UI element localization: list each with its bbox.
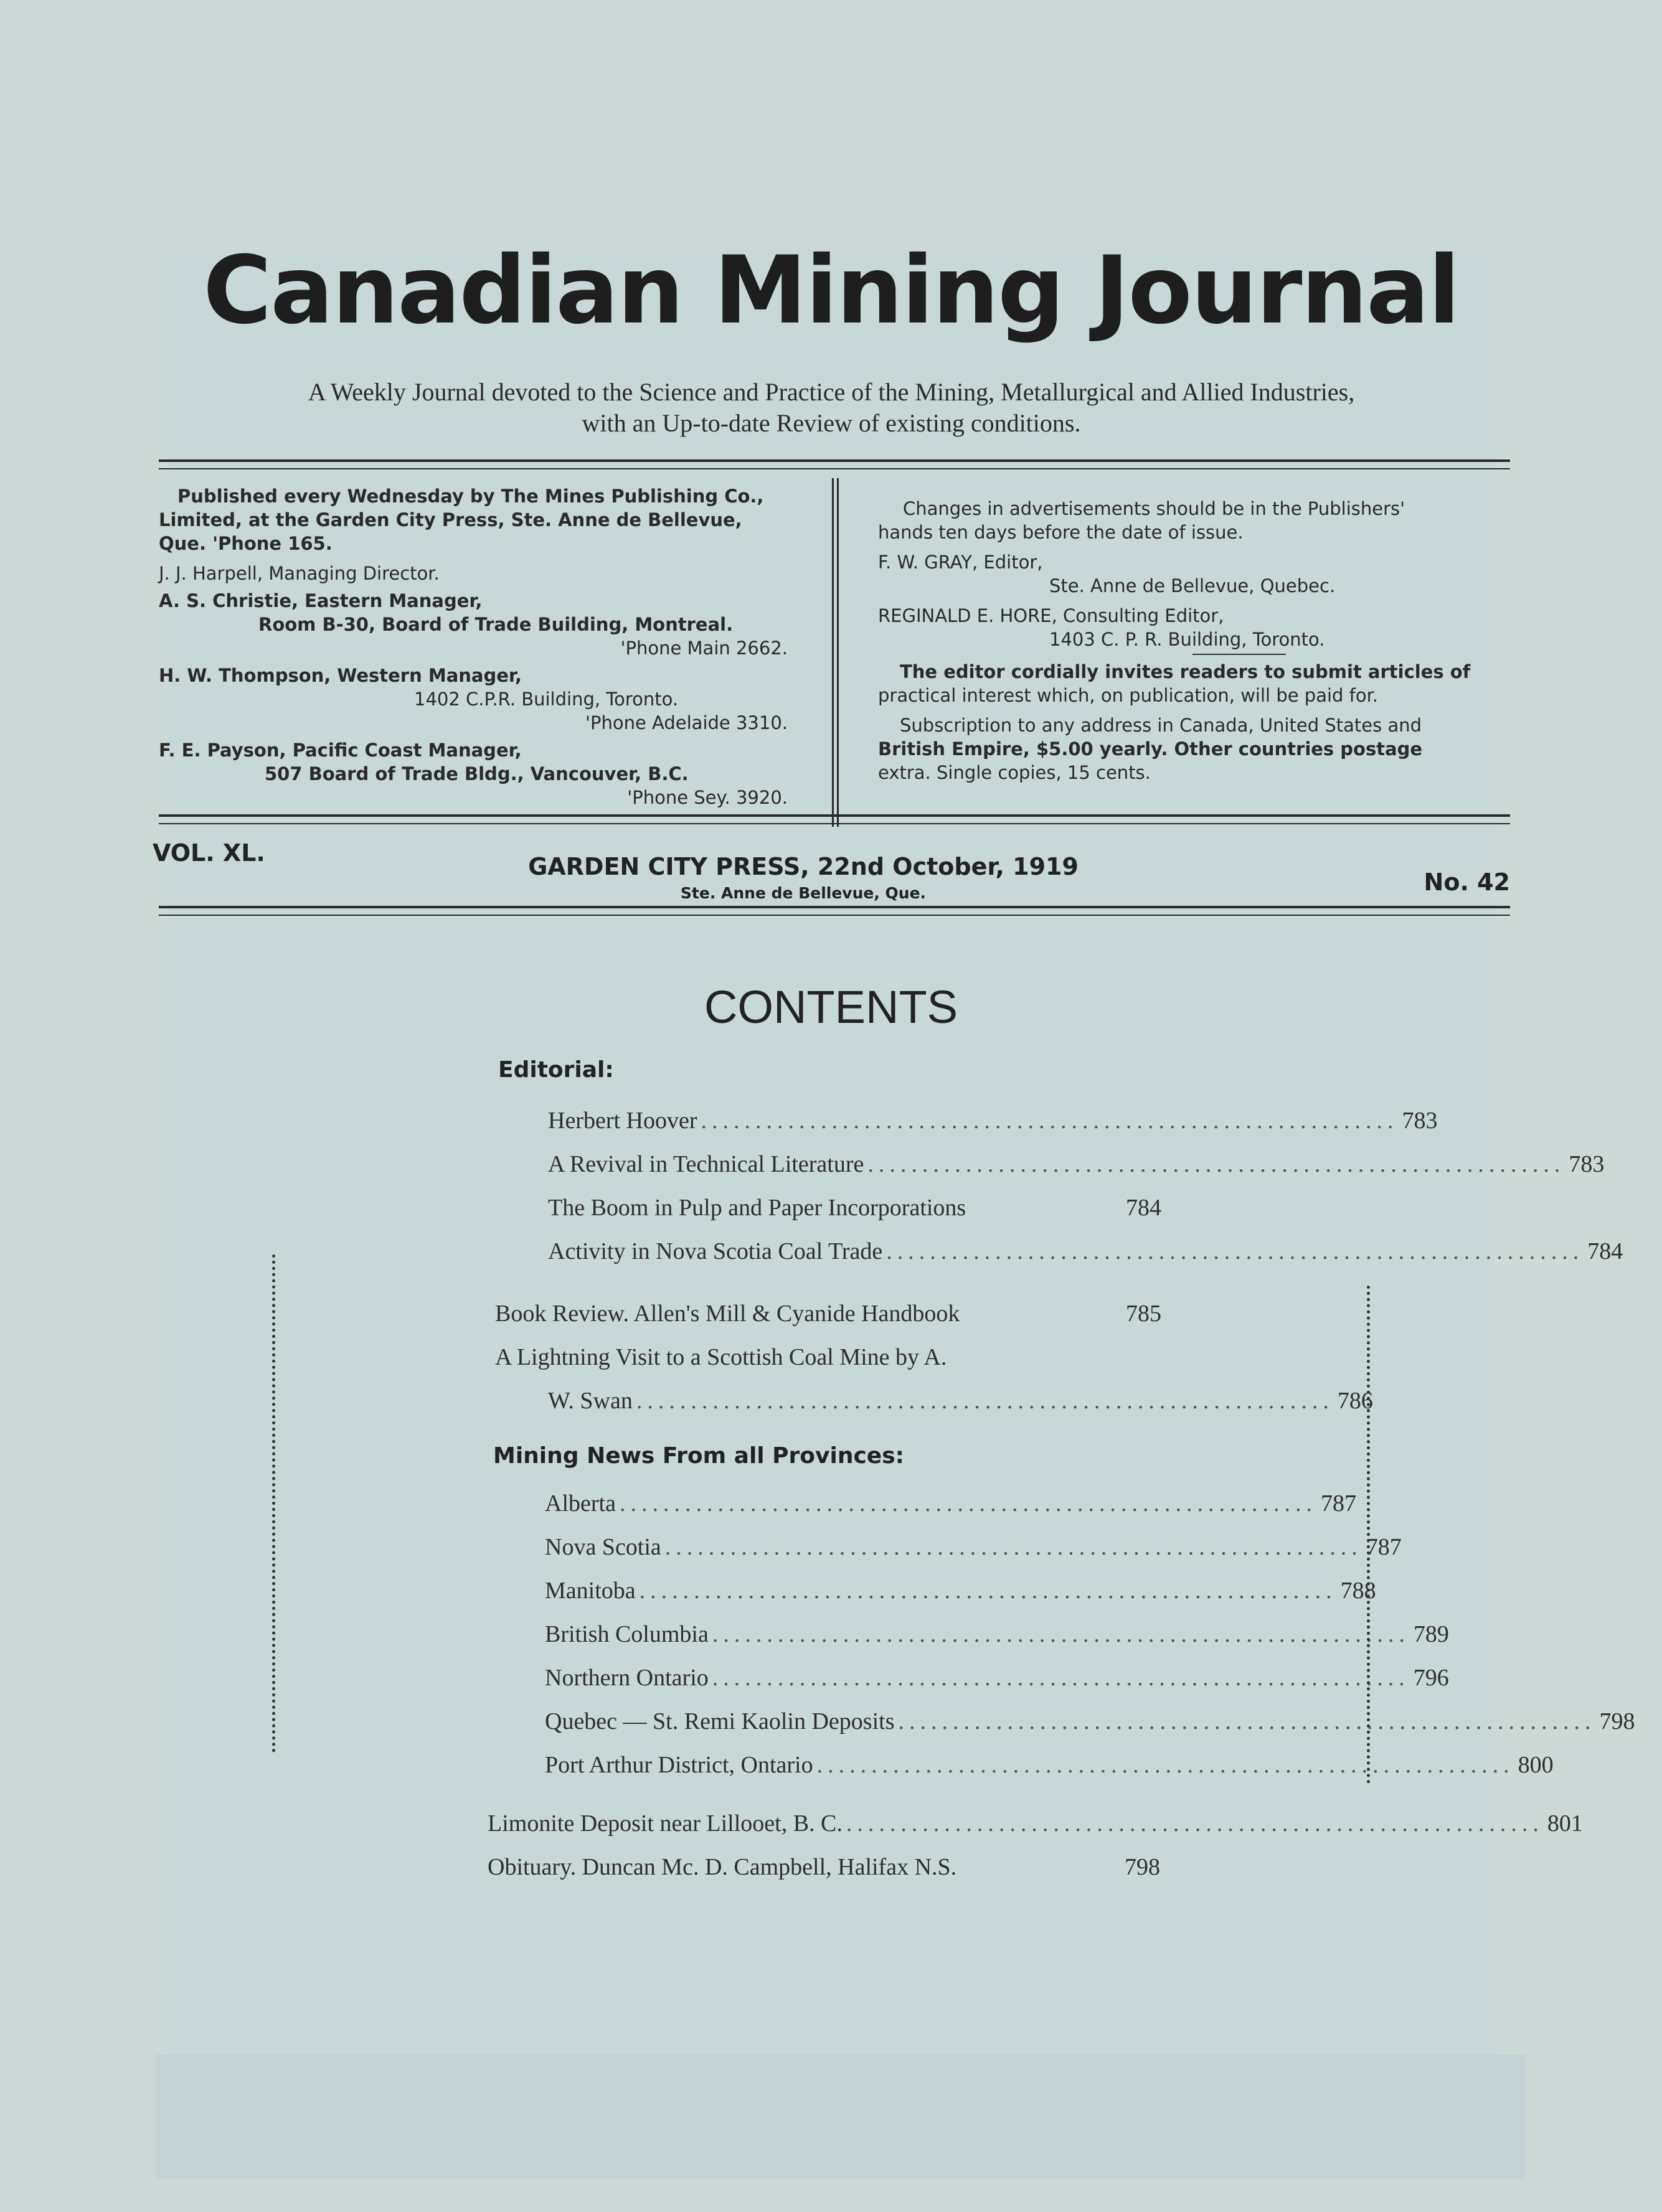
toc-leader: ................................................................ bbox=[867, 1151, 1565, 1177]
mid-rule-thin bbox=[159, 823, 1510, 824]
toc-page: 784 bbox=[1587, 1238, 1623, 1264]
toc-title: Activity in Nova Scotia Coal Trade bbox=[548, 1238, 883, 1264]
toc-entry[interactable] bbox=[545, 1664, 1449, 1694]
top-rule-thin bbox=[159, 468, 1510, 469]
toc-title: Northern Ontario bbox=[545, 1665, 709, 1691]
mid-rule bbox=[159, 814, 1510, 817]
toc-title: Manitoba bbox=[545, 1578, 636, 1604]
tagline-line-1: A Weekly Journal devoted to the Science and Practice of the Mining, Metallurgical and Allied Industries, bbox=[308, 378, 1355, 406]
subscription-3: extra. Single copies, 15 cents. bbox=[878, 762, 1151, 783]
toc-title: Book Review. Allen's Mill & Cyanide Handbook bbox=[495, 1301, 960, 1327]
toc-entry[interactable] bbox=[545, 1490, 1356, 1520]
toc-leader: ................................................................ bbox=[664, 1534, 1362, 1560]
toc-page: 796 bbox=[1413, 1665, 1449, 1691]
toc-entry[interactable] bbox=[548, 1387, 1373, 1417]
eastern-address: Room B-30, Board of Trade Building, Montreal. bbox=[258, 614, 734, 635]
pub-line: Published every Wednesday by The Mines Publishing Co., bbox=[177, 486, 764, 507]
show-through-band bbox=[156, 2054, 1526, 2179]
toc-page: 786 bbox=[1337, 1388, 1373, 1414]
toc-page: 784 bbox=[1126, 1195, 1161, 1221]
toc-entry[interactable] bbox=[548, 1194, 1161, 1224]
editor-name: F. W. GRAY, Editor, bbox=[878, 552, 1043, 573]
editorial-heading: Editorial: bbox=[498, 1057, 614, 1083]
pacific-manager: F. E. Payson, Pacific Coast Manager, bbox=[159, 740, 522, 761]
bottom-rule bbox=[159, 906, 1510, 908]
toc-entry[interactable] bbox=[545, 1577, 1376, 1607]
adv-notice: Changes in advertisements should be in the Publishers' bbox=[903, 498, 1405, 519]
press-date: GARDEN CITY PRESS, 22nd October, 1919 bbox=[528, 853, 1079, 880]
issue-number: No. 42 bbox=[1424, 868, 1510, 896]
consulting-editor: REGINALD E. HORE, Consulting Editor, bbox=[878, 605, 1224, 626]
publisher-info bbox=[159, 484, 788, 809]
masthead-tagline bbox=[162, 377, 1501, 439]
toc-entry[interactable] bbox=[488, 1810, 1583, 1840]
editor-address: Ste. Anne de Bellevue, Quebec. bbox=[1049, 575, 1336, 596]
short-rule bbox=[1192, 654, 1286, 655]
toc-page: 787 bbox=[1320, 1490, 1356, 1517]
toc-title: Obituary. Duncan Mc. D. Campbell, Halifax N.S. bbox=[488, 1854, 957, 1880]
toc-title: Port Arthur District, Ontario bbox=[545, 1752, 813, 1778]
pub-line: Limited, at the Garden City Press, Ste. Anne de Bellevue, bbox=[159, 509, 742, 530]
toc-entry[interactable] bbox=[545, 1533, 1402, 1563]
toc-page: 787 bbox=[1366, 1534, 1402, 1560]
articles-invite-2: practical interest which, on publication, will be paid for. bbox=[878, 685, 1379, 706]
mining-news-heading: Mining News From all Provinces: bbox=[493, 1443, 905, 1469]
managing-director: J. J. Harpell, Managing Director. bbox=[159, 563, 440, 584]
editorial-info bbox=[878, 497, 1513, 784]
toc-page: 783 bbox=[1402, 1108, 1438, 1134]
contents-title: CONTENTS bbox=[704, 981, 958, 1033]
toc-title: The Boom in Pulp and Paper Incorporations bbox=[548, 1195, 966, 1221]
consulting-address: 1403 C. P. R. Building, Toronto. bbox=[1049, 629, 1325, 650]
western-address: 1402 C.P.R. Building, Toronto. bbox=[414, 689, 679, 710]
toc-page: 783 bbox=[1569, 1151, 1605, 1177]
toc-leader: ................................................................ bbox=[712, 1621, 1410, 1647]
masthead-title: Canadian Mining Journal bbox=[203, 237, 1459, 345]
pacific-phone: 'Phone Sey. 3920. bbox=[627, 787, 788, 808]
toc-leader: ................................................................ bbox=[846, 1810, 1544, 1837]
subscription: Subscription to any address in Canada, United States and bbox=[900, 715, 1422, 736]
articles-invite: The editor cordially invites readers to submit articles of bbox=[900, 661, 1471, 682]
tagline-line-2: with an Up-to-date Review of existing conditions. bbox=[582, 409, 1081, 437]
toc-page: 788 bbox=[1340, 1578, 1376, 1604]
toc-entry[interactable] bbox=[545, 1751, 1554, 1781]
toc-title: Nova Scotia bbox=[545, 1534, 661, 1560]
volume: VOL. XL. bbox=[153, 839, 265, 867]
subscription-2: British Empire, $5.00 yearly. Other countries postage bbox=[878, 738, 1423, 760]
toc-leader: ................................................................ bbox=[712, 1665, 1410, 1691]
toc-title: A Revival in Technical Literature bbox=[548, 1151, 864, 1177]
toc-entry[interactable] bbox=[548, 1238, 1623, 1268]
toc-entry[interactable] bbox=[495, 1344, 1161, 1373]
toc-entry[interactable] bbox=[548, 1107, 1438, 1137]
right-chain-ornament bbox=[1367, 1286, 1374, 1784]
pub-line: Que. 'Phone 165. bbox=[159, 533, 333, 554]
toc-entry[interactable] bbox=[545, 1621, 1449, 1650]
western-manager: H. W. Thompson, Western Manager, bbox=[159, 665, 522, 686]
top-rule bbox=[159, 459, 1510, 462]
toc-leader: ................................................................ bbox=[816, 1752, 1514, 1778]
toc-leader: ................................................................ bbox=[886, 1238, 1584, 1264]
toc-page: 789 bbox=[1413, 1621, 1449, 1647]
toc-entry[interactable] bbox=[488, 1853, 1160, 1883]
toc-leader: ................................................................ bbox=[701, 1108, 1399, 1134]
toc-entry[interactable] bbox=[495, 1300, 1161, 1330]
toc-page: 800 bbox=[1518, 1752, 1554, 1778]
toc-page: 785 bbox=[1126, 1301, 1161, 1327]
eastern-phone: 'Phone Main 2662. bbox=[620, 638, 788, 659]
toc-title: Quebec — St. Remi Kaolin Deposits bbox=[545, 1708, 895, 1734]
toc-leader: ................................................................ bbox=[619, 1490, 1317, 1517]
toc-page: 798 bbox=[1599, 1708, 1635, 1734]
western-phone: 'Phone Adelaide 3310. bbox=[585, 712, 788, 733]
toc-leader: ................................................................ bbox=[636, 1388, 1334, 1414]
toc-entry[interactable] bbox=[548, 1151, 1605, 1180]
adv-notice-2: hands ten days before the date of issue. bbox=[878, 522, 1244, 543]
toc-page: 798 bbox=[1125, 1854, 1160, 1880]
toc-title: Alberta bbox=[545, 1490, 616, 1517]
toc-page: 801 bbox=[1547, 1810, 1583, 1837]
bottom-rule-thin bbox=[159, 915, 1510, 916]
toc-leader: ................................................................ bbox=[639, 1578, 1337, 1604]
left-chain-ornament bbox=[272, 1254, 279, 1753]
column-divider bbox=[832, 478, 834, 827]
toc-title: Herbert Hoover bbox=[548, 1108, 697, 1134]
toc-entry[interactable] bbox=[545, 1708, 1635, 1738]
pacific-address: 507 Board of Trade Bldg., Vancouver, B.C. bbox=[265, 763, 689, 784]
toc-title: Limonite Deposit near Lillooet, B. C. bbox=[488, 1810, 843, 1837]
toc-title: A Lightning Visit to a Scottish Coal Mine by A. bbox=[495, 1344, 947, 1370]
toc-leader: ................................................................ bbox=[898, 1708, 1596, 1734]
toc-title: British Columbia bbox=[545, 1621, 709, 1647]
eastern-manager: A. S. Christie, Eastern Manager, bbox=[159, 590, 483, 611]
toc-title: W. Swan bbox=[548, 1388, 633, 1414]
press-place: Ste. Anne de Bellevue, Que. bbox=[680, 884, 927, 902]
